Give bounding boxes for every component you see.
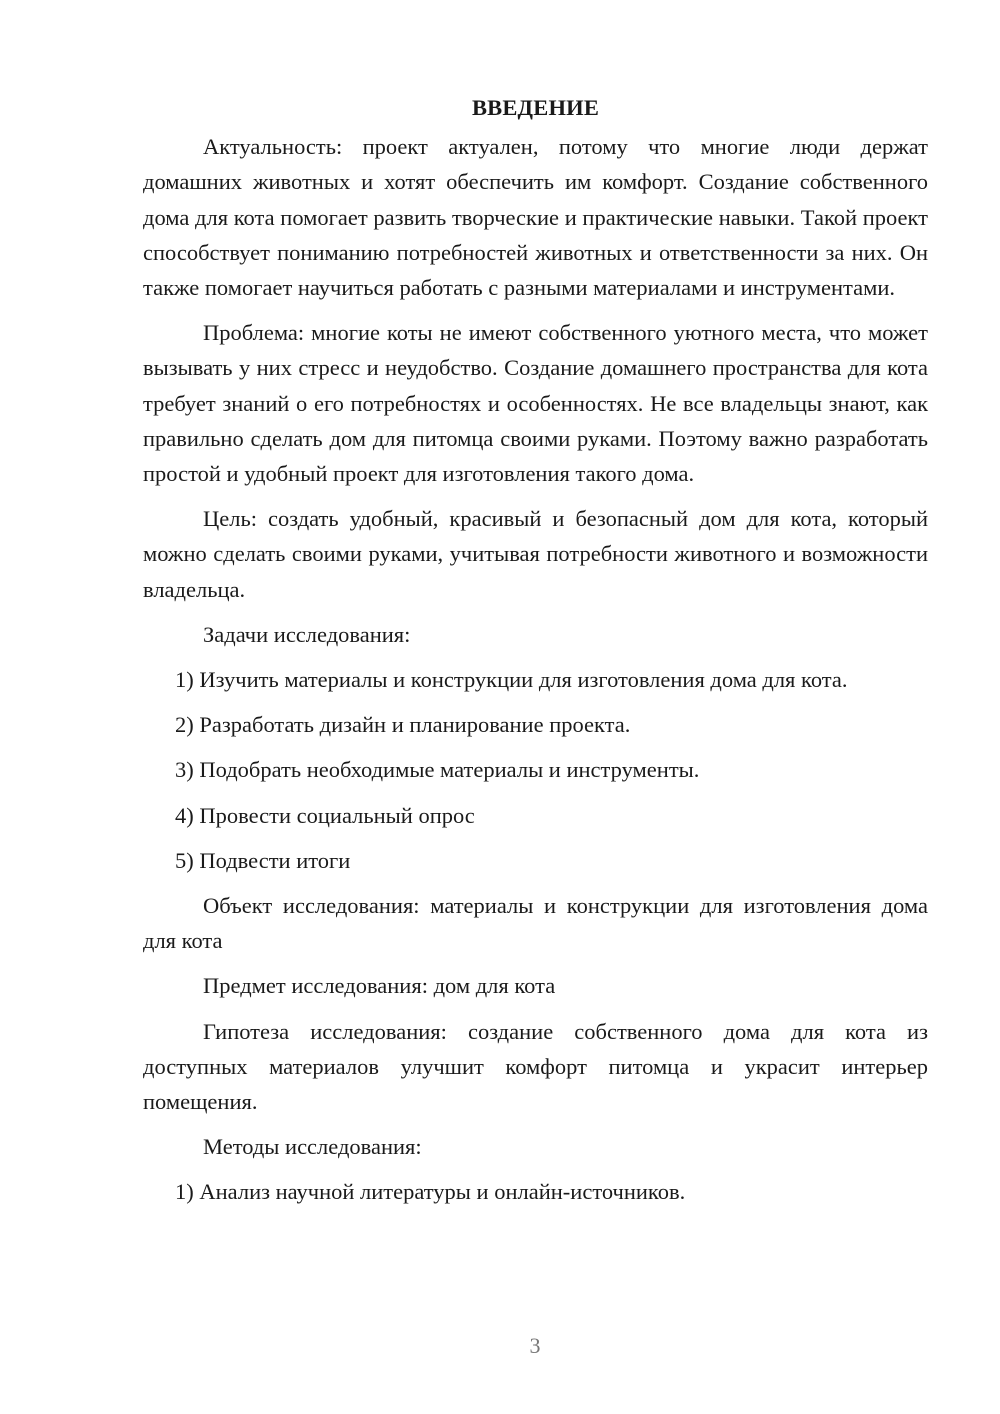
page-number: 3 <box>529 1333 541 1358</box>
list-item: 4) Провести социальный опрос <box>175 802 475 828</box>
goal-paragraph: Цель: создать удобный, красивый и безопасный дом для кота, который можно сделать своими руками, учитывая потребности животного и возможности владельца. <box>143 506 928 602</box>
list-item: 5) Подвести итоги <box>175 847 351 873</box>
list-item: 1) Анализ научной литературы и онлайн-источников. <box>175 1179 686 1205</box>
list-item: 2) Разработать дизайн и планирование проекта. <box>175 712 631 738</box>
section-title: ВВЕДЕНИЕ <box>471 95 600 120</box>
relevance-paragraph: Актуальность: проект актуален, потому что многие люди держат домашних животных и хотят обеспечить им комфорт. Создание собственного дома для кота помогает развить творческие и практические навыки. Такой проект способствует пониманию потребностей животных и ответственности за них. Он также помогает научиться работать с разными материалами и инструментами. <box>143 134 928 301</box>
methods-heading: Методы исследования: <box>203 1134 422 1160</box>
methods-list <box>143 1174 928 1209</box>
object-paragraph: Объект исследования: материалы и конструкции для изготовления дома для кота <box>143 893 928 954</box>
page-body <box>143 90 928 1220</box>
tasks-heading: Задачи исследования: <box>203 621 411 647</box>
problem-paragraph: Проблема: многие коты не имеют собственного уютного места, что может вызывать у них стресс и неудобство. Создание домашнего пространства для кота требует знаний о его потребностях и особенностях. Не все владельцы знают, как правильно сделать дом для питомца своими руками. Поэтому важно разработать простой и удобный проект для изготовления такого дома. <box>143 320 928 487</box>
hypothesis-paragraph: Гипотеза исследования: создание собственного дома для кота из доступных материалов улучшит комфорт питомца и украсит интерьер помещения. <box>143 1018 928 1115</box>
list-item: 1) Изучить материалы и конструкции для изготовления дома для кота. <box>175 667 848 693</box>
tasks-list <box>143 662 928 878</box>
list-item: 3) Подобрать необходимые материалы и инструменты. <box>175 757 700 783</box>
subject-paragraph: Предмет исследования: дом для кота <box>203 973 556 999</box>
